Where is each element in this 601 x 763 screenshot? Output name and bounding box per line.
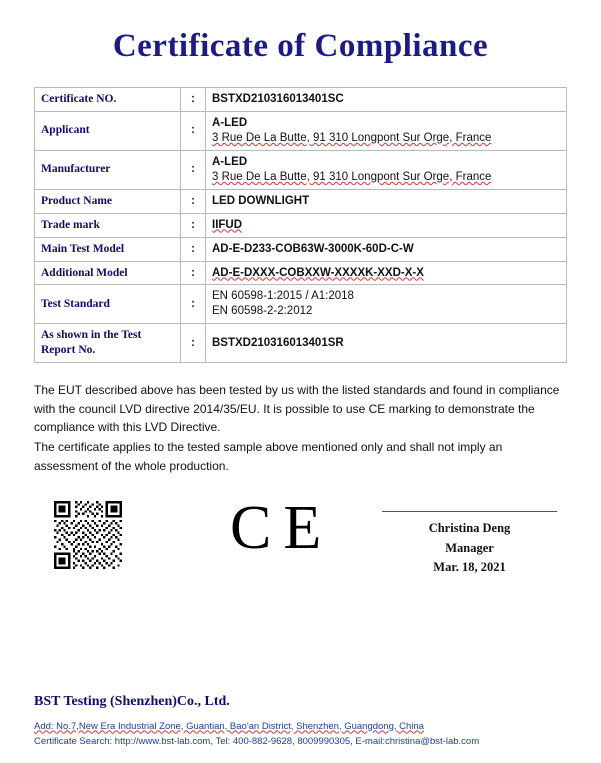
qr-code-icon: [54, 501, 122, 569]
field-label: Test Standard: [35, 285, 181, 324]
field-value: [206, 324, 567, 363]
value-line: EN 60598-2-2:2012: [212, 305, 313, 318]
field-label: Certificate NO.: [35, 88, 181, 112]
company-contact: Certificate Search: http://www.bst-lab.com, Tel: 400-882-9628, 8009990305, E-mail:christina@bst-lab.com: [34, 735, 480, 747]
field-colon: :: [181, 261, 206, 285]
field-label: Product Name: [35, 189, 181, 213]
field-value: [206, 213, 567, 237]
value-line: LED DOWNLIGHT: [212, 194, 310, 207]
table-row: [35, 285, 567, 324]
value-line: BSTXD210316013401SC: [212, 93, 344, 105]
statement-paragraph-2: The certificate applies to the tested sample above mentioned only and shall not imply an assessment of the whole production.: [34, 439, 503, 473]
table-row: [35, 324, 567, 363]
issue-date: Mar. 18, 2021: [433, 559, 506, 574]
value-line: AD-E-DXXX-COBXXW-XXXXK-XXD-X-X: [212, 266, 424, 279]
value-line: AD-E-D233-COB63W-3000K-60D-C-W: [212, 242, 414, 255]
value-line: A-LED: [212, 116, 248, 129]
field-colon: :: [181, 237, 206, 261]
table-row: [35, 213, 567, 237]
page-title: Certificate of Compliance: [112, 28, 489, 64]
field-label: As shown in the Test Report No.: [35, 324, 181, 363]
field-label: Applicant: [35, 111, 181, 150]
field-colon: :: [181, 111, 206, 150]
field-colon: :: [181, 150, 206, 189]
table-row: [35, 88, 567, 112]
compliance-statement: [34, 381, 567, 475]
field-label: Trade mark: [35, 213, 181, 237]
field-colon: :: [181, 324, 206, 363]
table-row: [35, 237, 567, 261]
value-line: 3 Rue De La Butte, 91 310 Longpont Sur Orge, France: [212, 170, 492, 183]
company-name: BST Testing (Shenzhen)Co., Ltd.: [34, 693, 230, 709]
field-label: Main Test Model: [35, 237, 181, 261]
table-row: [35, 261, 567, 285]
certificate-details-table: [34, 87, 567, 363]
statement-paragraph-1: The EUT described above has been tested by us with the listed standards and found in compliance with the council LVD directive 2014/35/EU. It is possible to use CE marking to demonstrate the compliance with this LVD Directive.: [34, 383, 560, 435]
value-line: IIFUD: [212, 218, 243, 231]
ce-mark-icon: CE: [230, 494, 334, 563]
marks-and-signature: [34, 494, 567, 617]
field-value: [206, 88, 567, 112]
value-line: A-LED: [212, 155, 248, 168]
table-row: [35, 150, 567, 189]
field-value: [206, 111, 567, 150]
company-address: Add: No.7,New Era Industrial Zone, Guantian, Bao'an District, Shenzhen, Guangdong, China: [34, 720, 424, 732]
signatory-role: Manager: [445, 540, 494, 555]
signatory-name: Christina Deng: [428, 521, 511, 536]
field-label: Additional Model: [35, 261, 181, 285]
field-value: [206, 285, 567, 324]
table-row: [35, 111, 567, 150]
field-value: [206, 237, 567, 261]
table-row: [35, 189, 567, 213]
field-label: Manufacturer: [35, 150, 181, 189]
certificate-page: [0, 28, 601, 763]
value-line: EN 60598-1:2015 / A1:2018: [212, 290, 354, 303]
field-value: [206, 150, 567, 189]
field-colon: :: [181, 189, 206, 213]
field-colon: :: [181, 213, 206, 237]
value-line: 3 Rue De La Butte, 91 310 Longpont Sur Orge, France: [212, 131, 492, 144]
field-value: [206, 189, 567, 213]
signature-block: [382, 511, 557, 577]
page-footer: [34, 694, 567, 749]
signature-line: [382, 511, 557, 512]
value-line: BSTXD210316013401SR: [212, 336, 344, 349]
field-value: [206, 261, 567, 285]
field-colon: :: [181, 285, 206, 324]
field-colon: :: [181, 88, 206, 112]
